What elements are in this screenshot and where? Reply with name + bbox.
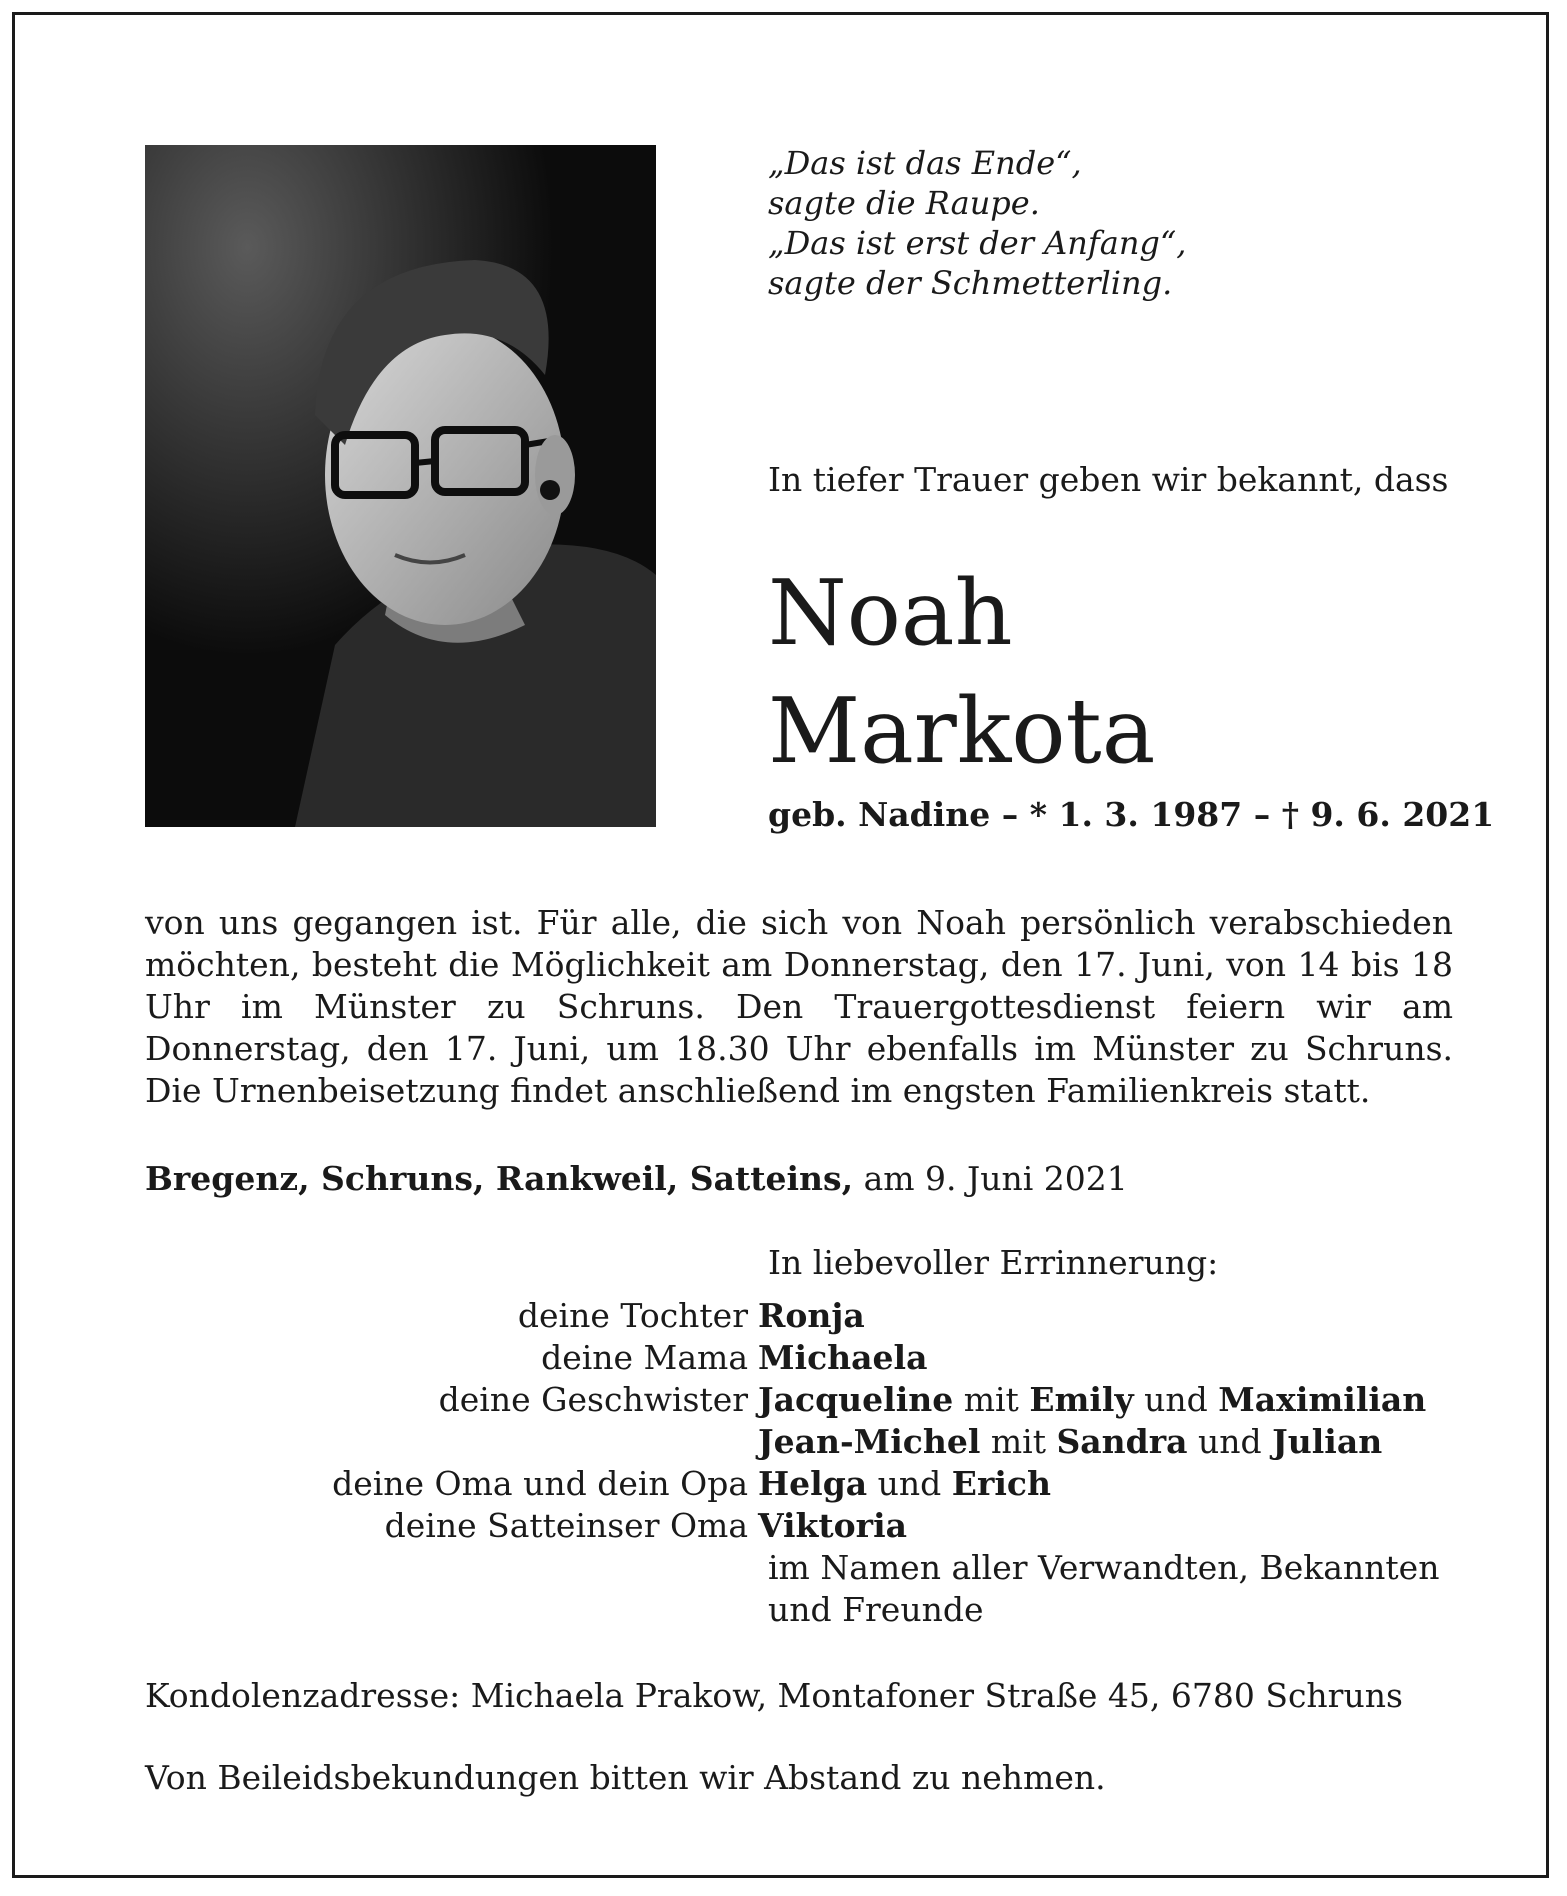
announcement-intro: In tiefer Trauer geben wir bekannt, dass [768, 460, 1449, 499]
family-relation-label [145, 1421, 758, 1463]
quote-line: sagte der Schmetterling. [768, 264, 1173, 302]
place-date-line [145, 1158, 1128, 1200]
portrait-image [145, 145, 656, 827]
family-names [758, 1337, 1565, 1379]
family-member-name: Ronja [758, 1296, 865, 1335]
family-row [145, 1505, 1565, 1547]
family-member-name: Michaela [758, 1338, 928, 1377]
family-relation-label: deine Geschwister [438, 1380, 748, 1419]
family-member-name: Jacqueline [758, 1380, 954, 1419]
quote-line: „Das ist erst der Anfang“, [768, 224, 1187, 262]
closing-text [768, 1547, 1439, 1631]
family-connector: mit [980, 1422, 1057, 1461]
family-connector: und [1133, 1380, 1219, 1419]
obituary-frame [12, 12, 1549, 1878]
quote-line: sagte die Raupe. [768, 184, 1040, 222]
deceased-name [768, 555, 1155, 791]
family-connector: mit [953, 1380, 1030, 1419]
family-relation-label: deine Mama [541, 1338, 748, 1377]
condolence-address: Kondolenzadresse: Michaela Prakow, Montafoner Straße 45, 6780 Schruns [145, 1676, 1403, 1715]
body-paragraph: von uns gegangen ist. Für alle, die sich von Noah persönlich verabschieden möchten, besteht die Möglichkeit am Donnerstag, den 17. Juni, von 14 bis 18 Uhr im Münster zu Schruns. Den Trauergottesdienst feiern wir am Donnerstag, den 17. Juni, um 18.30 Uhr ebenfalls im Münster zu Schruns. Die Urnenbeisetzung findet anschließend im engsten Familienkreis statt. [145, 903, 1453, 1110]
family-row [145, 1295, 1565, 1337]
family-connector: und [867, 1464, 952, 1503]
place-towns: Bregenz, Schruns, Rankweil, Satteins, [145, 1159, 854, 1198]
place-date: am 9. Juni 2021 [853, 1159, 1128, 1198]
closing-line: im Namen aller Verwandten, Bekannten [768, 1548, 1440, 1587]
family-row [145, 1463, 1565, 1505]
family-relation-label: deine Satteinser Oma [384, 1506, 748, 1545]
family-names [758, 1379, 1565, 1421]
life-dates: geb. Nadine – * 1. 3. 1987 – † 9. 6. 2021 [768, 795, 1495, 834]
family-member-name: Viktoria [758, 1506, 907, 1545]
family-row [145, 1379, 1565, 1421]
family-relation-label: deine Oma und dein Opa [332, 1464, 748, 1503]
first-name: Noah [768, 561, 1013, 666]
quote-block [768, 143, 1468, 303]
quote-line: „Das ist das Ende“, [768, 144, 1082, 182]
family-member-name: Erich [951, 1464, 1051, 1503]
family-names [758, 1421, 1565, 1463]
family-connector: und [1187, 1422, 1273, 1461]
memory-heading: In liebevoller Errinnerung: [768, 1243, 1219, 1282]
family-names [758, 1463, 1565, 1505]
family-relation-label: deine Tochter [517, 1296, 748, 1335]
closing-line: und Freunde [768, 1590, 984, 1629]
condolence-request: Von Beileidsbekundungen bitten wir Abstand zu nehmen. [145, 1758, 1106, 1797]
family-row [145, 1337, 1565, 1379]
family-member-name: Julian [1272, 1422, 1383, 1461]
family-member-name: Emily [1029, 1380, 1134, 1419]
family-names [758, 1295, 1565, 1337]
family-list [145, 1295, 1565, 1547]
family-member-name: Helga [758, 1464, 868, 1503]
family-member-name: Jean-Michel [758, 1422, 981, 1461]
family-member-name: Maximilian [1218, 1380, 1427, 1419]
family-member-name: Sandra [1056, 1422, 1188, 1461]
last-name: Markota [768, 679, 1156, 784]
family-row [145, 1421, 1565, 1463]
portrait-photo [145, 145, 656, 827]
family-names [758, 1505, 1565, 1547]
